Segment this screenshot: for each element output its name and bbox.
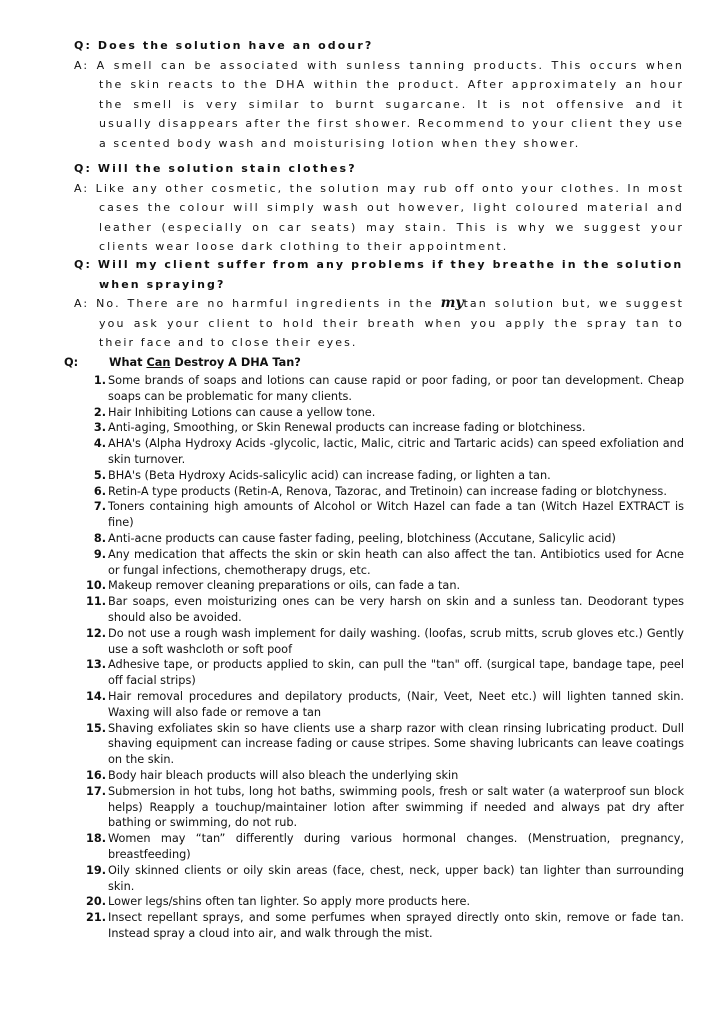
list-item-text: Some brands of soaps and lotions can cause rapid or poor fading, or poor tan development. Cheap soaps can be problematic for many clients. — [108, 374, 684, 403]
list-item-text: Anti-aging, Smoothing, or Skin Renewal products can increase fading or blotchiness. — [108, 421, 586, 435]
list-item-text: Do not use a rough wash implement for daily washing. (loofas, scrub mitts, scrub gloves etc.) Gently use a soft washcloth or soft poof — [108, 626, 684, 656]
list-item-number: 6. — [93, 484, 106, 498]
list-item — [64, 689, 684, 721]
list-item-text: Lower legs/shins often tan lighter. So apply more products here. — [108, 895, 471, 909]
faq-block-stain — [74, 159, 684, 257]
list-item-number: 16. — [85, 768, 106, 782]
list-item-text: Toners containing high amounts of Alcohol or Witch Hazel can fade a tan (Witch Hazel EXTRACT is fine) — [108, 500, 684, 530]
list-item — [64, 405, 684, 421]
list-item-number: 14. — [85, 689, 106, 703]
list-item — [64, 910, 684, 942]
list-item-number: 11. — [85, 595, 106, 609]
list-item-number: 17. — [85, 784, 106, 798]
list-item — [64, 894, 684, 910]
list-item-text: Bar soaps, even moisturizing ones can be very harsh on skin and a sunless tan. Deodorant types should also be avoided. — [108, 595, 684, 624]
list-item-number: 20. — [85, 895, 106, 909]
list-item-text: Oily skinned clients or oily skin areas (face, chest, neck, upper back) tan lighter than surrounding skin. — [108, 863, 684, 893]
list-item-text: Any medication that affects the skin or skin heath can also affect the tan. Antibiotics used for Acne or fungal infections, chemotherapy drugs, etc. — [108, 547, 684, 577]
list-item — [64, 721, 684, 768]
list-item-number: 4. — [93, 437, 106, 451]
list-item — [64, 768, 684, 784]
dha-question-heading — [64, 355, 684, 371]
list-item-number: 13. — [85, 658, 106, 672]
list-item-text: Women may “tan” differently during various hormonal changes. (Menstruation, pregnancy, breastfeeding) — [108, 832, 684, 861]
faq-question: Q: Will the solution stain clothes? — [74, 162, 357, 175]
list-item-text: Body hair bleach products will also bleach the underlying skin — [108, 768, 459, 782]
list-item-text: AHA's (Alpha Hydroxy Acids -glycolic, lactic, Malic, citric and Tartaric acids) can speed exfoliation and skin turnover. — [108, 437, 684, 466]
list-item-text: Insect repellant sprays, and some perfumes when sprayed directly onto skin, remove or fade tan. Instead spray a cloud into air, and walk through the mist. — [108, 911, 684, 940]
list-item-number: 2. — [93, 405, 106, 419]
question-label: Q: — [64, 356, 79, 369]
list-item — [64, 531, 684, 547]
list-item-number: 21. — [85, 911, 106, 925]
list-item-text: Retin-A type products (Retin-A, Renova, Tazorac, and Tretinoin) can increase fading or blotchyness. — [108, 484, 667, 498]
list-item-number: 19. — [85, 863, 106, 877]
list-item — [64, 468, 684, 484]
list-item — [64, 484, 684, 500]
list-item — [64, 594, 684, 626]
list-item-text: Makeup remover cleaning preparations or oils, can fade a tan. — [108, 579, 461, 593]
list-item — [64, 657, 684, 689]
list-item-text: Submersion in hot tubs, long hot baths, swimming pools, fresh or salt water (a waterproof sun block helps) Reapply a touchup/maintainer lotion after swimming if needed and always pat dry after bathing or swimming, do not rub. — [108, 784, 684, 830]
list-item — [64, 436, 684, 468]
list-item-text: Adhesive tape, or products applied to skin, can pull the "tan" off. (surgical tape, bandage tape, peel off facial strips) — [108, 658, 684, 688]
list-item-text: BHA's (Beta Hydroxy Acids-salicylic acid) can increase fading, or lighten a tan. — [108, 468, 551, 482]
dha-tan-section — [64, 355, 684, 942]
list-item-text: Shaving exfoliates skin so have clients use a sharp razor with clean rinsing lubricating product. Dull shaving equipment can increase fading or cause stripes. Some shaving lubricants can leave coatings on the skin. — [108, 721, 684, 767]
faq-answer: A: A smell can be associated with sunless tanning products. This occurs when the skin reacts to the DHA within the product. After approximately an hour the smell is very similar to burnt sugarcane. It is not offensive and it usually disappears after the first shower. Recommend to your client they use a scented body wash and moisturising lotion when they shower. — [74, 58, 684, 150]
faq-answer: A: Like any other cosmetic, the solution may rub off onto your clothes. In most cases the colour will simply wash out however, light coloured material and leather (especially on car seats) may stain. This is why we suggest your clients wear loose dark clothing to their appointment. — [74, 181, 684, 253]
list-item-number: 8. — [93, 531, 106, 545]
list-item-number: 5. — [93, 468, 106, 482]
faq-block-breathe — [74, 255, 684, 353]
brand-logo-text: my — [440, 295, 464, 311]
list-item — [64, 499, 684, 531]
list-item — [64, 784, 684, 831]
underlined-word: Can — [146, 356, 171, 369]
list-item-text: Anti-acne products can cause faster fading, peeling, blotchiness (Accutane, Salicylic acid) — [108, 531, 616, 545]
answer-text-before: A: No. There are no harmful ingredients in the — [74, 297, 441, 310]
list-item — [64, 831, 684, 863]
list-item — [64, 578, 684, 594]
list-item-number: 10. — [85, 579, 106, 593]
list-item — [64, 547, 684, 579]
list-item-text: Hair removal procedures and depilatory products, (Nair, Veet, Neet etc.) will lighten tanned skin. Waxing will also fade or remove a tan — [108, 689, 684, 719]
faq-question: Q: Will my client suffer from any problems if they breathe in the solution when spraying? — [74, 258, 684, 291]
list-item — [64, 373, 684, 405]
list-item-number: 3. — [93, 421, 106, 435]
list-item-text: Hair Inhibiting Lotions can cause a yellow tone. — [108, 405, 376, 419]
list-item-number: 7. — [93, 500, 106, 514]
question-title: What Can Destroy A DHA Tan? — [109, 356, 301, 369]
list-item-number: 18. — [85, 832, 106, 846]
list-item — [64, 863, 684, 895]
dha-destroyers-list — [64, 373, 684, 942]
faq-block-odour — [74, 36, 684, 153]
faq-answer — [74, 294, 684, 353]
list-item-number: 1. — [93, 374, 106, 387]
faq-question: Q: Does the solution have an odour? — [74, 39, 374, 52]
list-item — [64, 420, 684, 436]
list-item-number: 9. — [93, 547, 106, 561]
answer-text-after: tan solution but, we suggest you ask your client to hold their breath when you apply the spray tan to their face and to close their eyes. — [99, 297, 684, 349]
list-item-number: 12. — [85, 626, 106, 640]
list-item-number: 15. — [85, 721, 106, 735]
list-item — [64, 626, 684, 658]
